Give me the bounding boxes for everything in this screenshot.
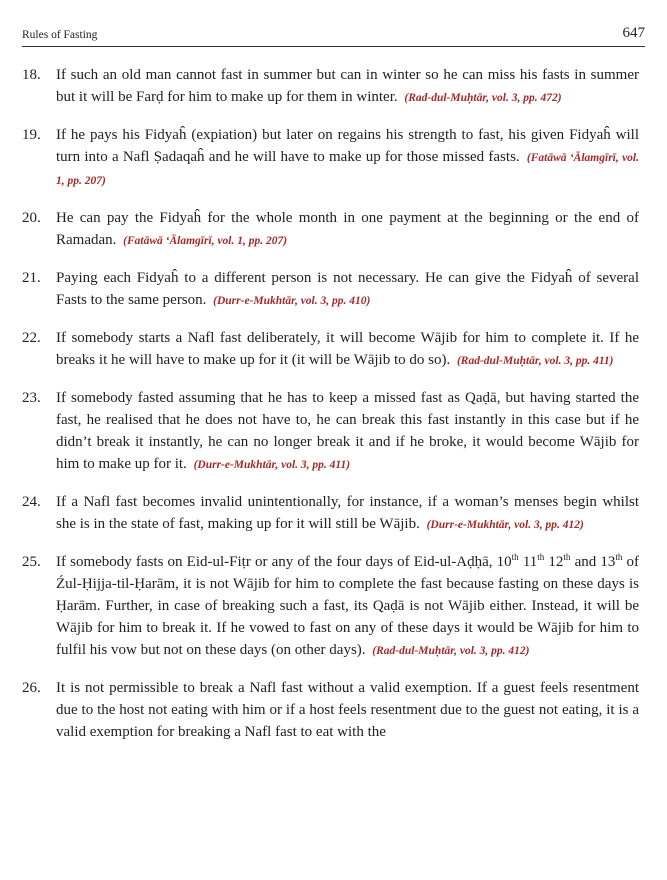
item-number: 20.: [22, 210, 41, 226]
item-reference: (Fatāwā ‘Ālamgīrī, vol. 1, pp. 207): [56, 152, 640, 187]
item-reference: (Fatāwā ‘Ālamgīrī, vol. 1, pp. 207): [123, 235, 288, 247]
item-text: [56, 64, 639, 109]
item-text: [56, 124, 639, 192]
item-body: He can pay the Fidyaĥ for the whole month in one payment at the beginning or the end of Ramadan.: [56, 210, 639, 248]
item-reference: (Rad-dul-Muḥtār, vol. 3, pp. 472): [404, 92, 562, 104]
item-reference: (Durr-e-Mukhtār, vol. 3, pp. 411): [193, 459, 351, 471]
list-item: [22, 327, 639, 372]
item-reference: (Rad-dul-Muḥtār, vol. 3, pp. 412): [372, 645, 530, 657]
running-title: Rules of Fasting: [22, 29, 98, 41]
list-item: [22, 551, 639, 662]
item-body: If somebody fasted assuming that he has to keep a missed fast as Qaḍā, but having started the fast, he realised that he does not have to, he can break this fast instantly in this case but if he didn’t break it instantly, he can no longer break it and if he broke, it would become Wājib for him to make up for it.: [56, 390, 639, 472]
item-number: 26.: [22, 680, 41, 696]
list-item: [22, 677, 639, 743]
item-text: [56, 551, 639, 662]
item-number: 25.: [22, 554, 41, 570]
list-item: [22, 124, 639, 192]
item-text: [56, 491, 639, 536]
item-body: If somebody starts a Nafl fast deliberately, it will become Wājib for him to complete it. If he breaks it he will have to make up for it (it will be Wājib to do so).: [56, 330, 639, 368]
item-reference: (Durr-e-Mukhtār, vol. 3, pp. 412): [426, 519, 584, 531]
item-number: 24.: [22, 494, 41, 510]
item-body: If such an old man cannot fast in summer but can in winter so he can miss his fasts in summer but it will be Farḍ for him to make up for them in winter.: [56, 67, 639, 105]
item-body-part: 11: [518, 554, 538, 570]
item-body-part: If somebody fasts on Eid-ul-Fiṭr or any of the four days of Eid-ul-Aḍḥā, 10: [56, 554, 512, 570]
item-reference: (Rad-dul-Muḥtār, vol. 3, pp. 411): [456, 355, 614, 367]
item-body-part: 12: [544, 554, 564, 570]
page-number: 647: [622, 25, 645, 41]
item-number: 21.: [22, 270, 41, 286]
item-body: Paying each Fidyaĥ to a different person is not necessary. He can give the Fidyaĥ of several Fasts to the same person.: [56, 270, 639, 308]
rules-list: [22, 64, 639, 758]
item-reference: (Durr-e-Mukhtār, vol. 3, pp. 410): [213, 295, 371, 307]
item-text: [56, 207, 639, 252]
item-text: [56, 677, 639, 743]
item-number: 19.: [22, 127, 41, 143]
ordinal-suffix: th: [511, 552, 519, 562]
ordinal-suffix: th: [615, 552, 623, 562]
item-text: [56, 387, 639, 476]
ordinal-suffix: th: [537, 552, 545, 562]
item-body: If he pays his Fidyaĥ (expiation) but later on regains his strength to fast, his given Fidyaĥ will turn into a Nafl Ṣadaqaĥ and he will have to make up for those missed fasts.: [56, 127, 639, 165]
item-text: [56, 327, 639, 372]
item-body: It is not permissible to break a Nafl fast without a valid exemption. If a guest feels resentment due to the host not eating with him or if a host feels resentment due to the guest not eating, it is a valid exemption for breaking a Nafl fast to eat with the: [56, 680, 639, 740]
item-number: 23.: [22, 390, 41, 406]
item-body-part: and 13: [570, 554, 616, 570]
item-body: If a Nafl fast becomes invalid unintentionally, for instance, if a woman’s menses begin whilst she is in the state of fast, making up for it will still be Wājib.: [56, 494, 639, 532]
list-item: [22, 64, 639, 109]
item-text: [56, 267, 639, 312]
item-number: 22.: [22, 330, 41, 346]
item-body-part: of Źul-Ḥijja-til-Ḥarām, it is not Wājib for him to complete the fast because fasting on these days is Ḥarām. Further, in case of breaking such a fast, its Qaḍā is not Wājib either. Instead, it will be Wājib for him to break it. If he vowed to fast on any of these days it would be Wājib for him to fulfil his vow but not on these days (on other days).: [56, 554, 639, 658]
item-number: 18.: [22, 67, 41, 83]
list-item: [22, 267, 639, 312]
list-item: [22, 387, 639, 476]
ordinal-suffix: th: [563, 552, 571, 562]
page-header: [22, 22, 645, 47]
list-item: [22, 207, 639, 252]
list-item: [22, 491, 639, 536]
